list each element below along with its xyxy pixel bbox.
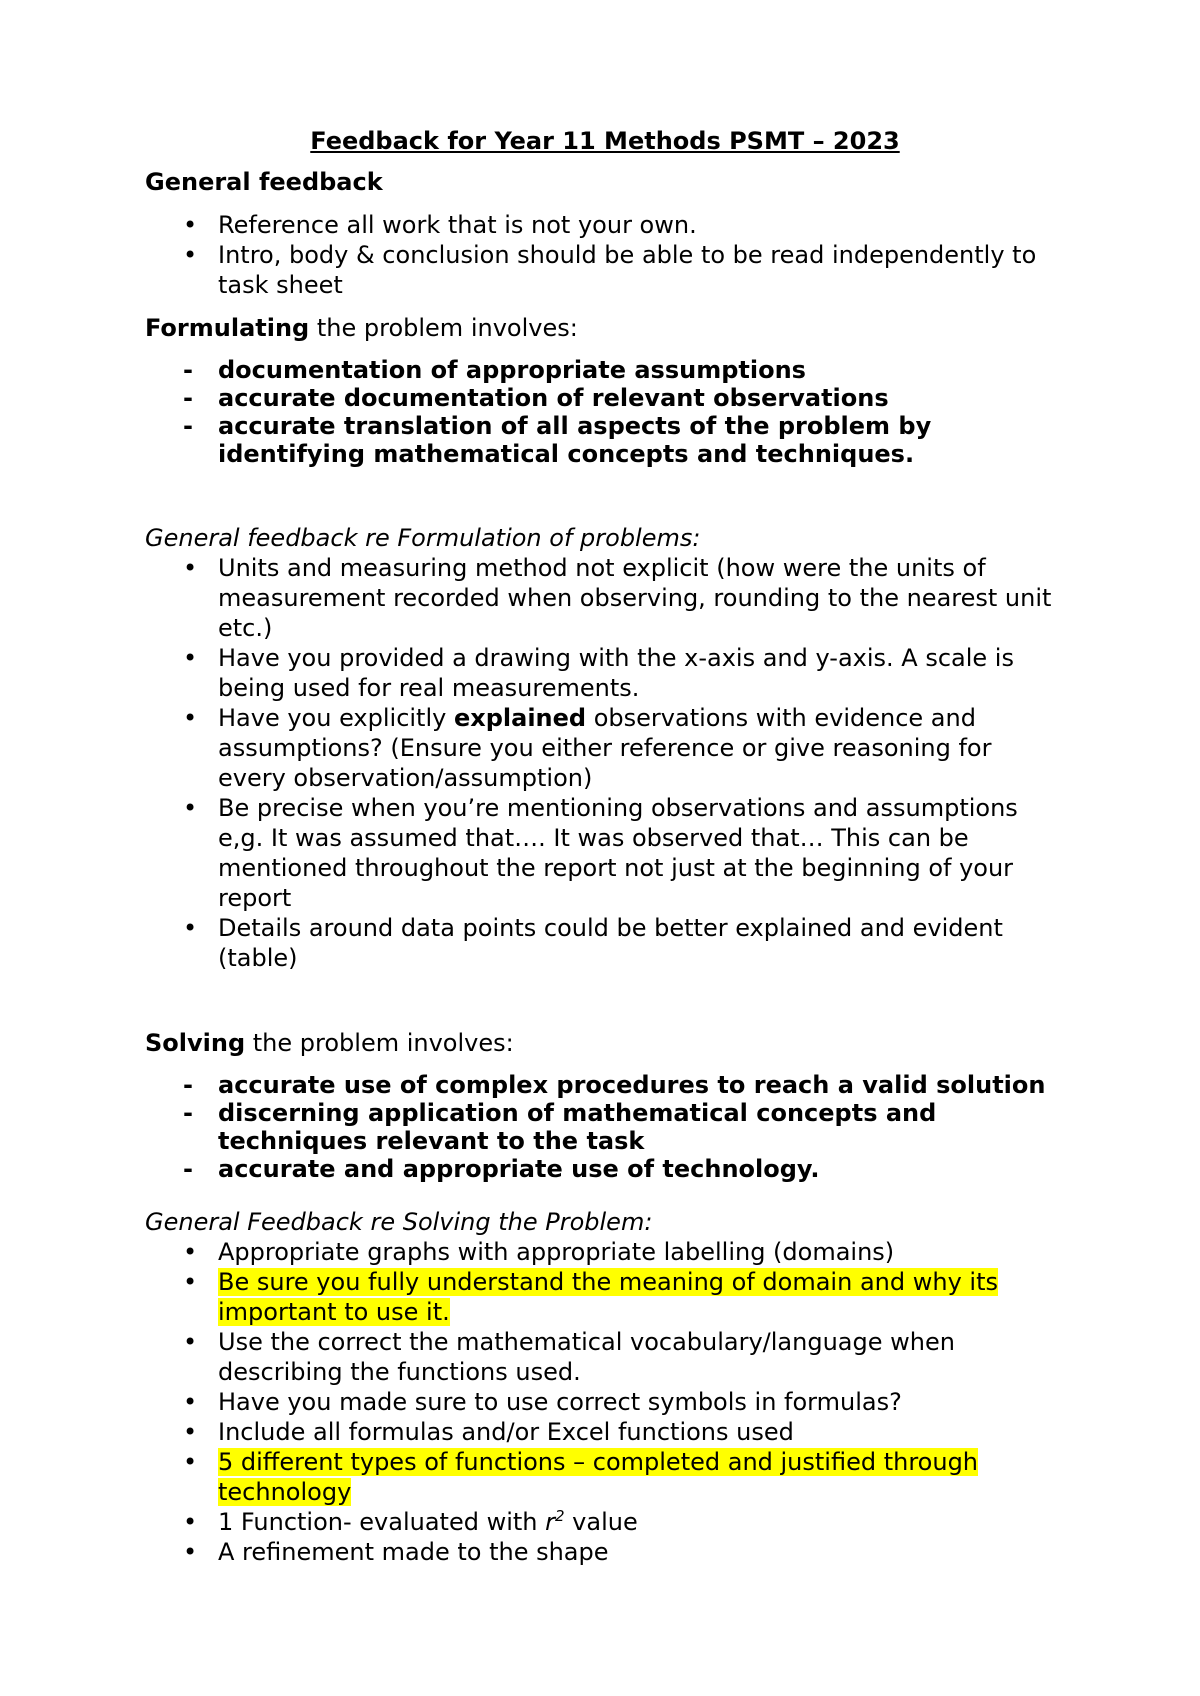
document-body bbox=[145, 126, 1065, 1567]
list-item: • A refinement made to the shape bbox=[145, 1537, 1065, 1567]
list-item: • Include all formulas and/or Excel functions used bbox=[145, 1417, 1065, 1447]
list-item: • Intro, body & conclusion should be able to be read independently to task sheet bbox=[145, 240, 1065, 300]
solving-intro bbox=[145, 1028, 1065, 1058]
general-feedback-heading: General feedback bbox=[145, 168, 383, 196]
highlighted-text: 5 different types of functions – completed and justified through technology bbox=[218, 1448, 979, 1506]
list-item: • Appropriate graphs with appropriate labelling (domains) bbox=[145, 1237, 1065, 1267]
page-title: Feedback for Year 11 Methods PSMT – 2023 bbox=[310, 127, 900, 155]
list-item-text: observations with evidence and assumptions? (Ensure you either reference or give reasoning for every observation/assumption) bbox=[218, 704, 992, 792]
r-squared-symbol: r bbox=[545, 1508, 555, 1536]
solving-criteria-list bbox=[145, 1071, 1065, 1183]
list-item bbox=[145, 1507, 1065, 1537]
solving-intro-text: the problem involves: bbox=[245, 1029, 514, 1057]
list-item: • Details around data points could be better explained and evident (table) bbox=[145, 913, 1065, 973]
list-item: - accurate documentation of relevant observations bbox=[145, 384, 1065, 412]
solving-keyword: Solving bbox=[145, 1029, 246, 1057]
list-item-text: value bbox=[564, 1508, 638, 1536]
formulation-feedback-heading: General feedback re Formulation of problems: bbox=[145, 524, 701, 552]
emphasis-text: explained bbox=[453, 704, 587, 732]
formulating-intro-text: the problem involves: bbox=[309, 314, 578, 342]
list-item bbox=[145, 703, 1065, 793]
list-item-highlighted bbox=[145, 1447, 1065, 1507]
superscript-two: 2 bbox=[555, 1507, 565, 1525]
list-item: • Reference all work that is not your own. bbox=[145, 210, 1065, 240]
formulation-feedback-list bbox=[145, 553, 1065, 973]
formulating-criteria-list bbox=[145, 356, 1065, 468]
general-feedback-list bbox=[145, 210, 1065, 300]
list-item: • Have you made sure to use correct symbols in formulas? bbox=[145, 1387, 1065, 1417]
list-item-highlighted bbox=[145, 1267, 1065, 1327]
solving-feedback-heading: General Feedback re Solving the Problem: bbox=[145, 1208, 653, 1236]
list-item: • Have you provided a drawing with the x-axis and y-axis. A scale is being used for real measurements. bbox=[145, 643, 1065, 703]
list-item: - accurate translation of all aspects of the problem by identifying mathematical concepts and techniques. bbox=[145, 412, 1065, 468]
list-item: - accurate use of complex procedures to reach a valid solution bbox=[145, 1071, 1065, 1099]
list-item-text: Have you explicitly bbox=[218, 704, 454, 732]
formulating-keyword: Formulating bbox=[145, 314, 310, 342]
list-item: • Units and measuring method not explicit (how were the units of measurement recorded when observing, rounding to the nearest unit etc.) bbox=[145, 553, 1065, 643]
list-item: • Use the correct the mathematical vocabulary/language when describing the functions used. bbox=[145, 1327, 1065, 1387]
list-item: - documentation of appropriate assumptions bbox=[145, 356, 1065, 384]
list-item: - accurate and appropriate use of technology. bbox=[145, 1155, 1065, 1183]
solving-feedback-list bbox=[145, 1237, 1065, 1567]
highlighted-text: Be sure you fully understand the meaning of domain and why its important to use it. bbox=[218, 1268, 998, 1326]
list-item: • Be precise when you’re mentioning observations and assumptions e,g. It was assumed that…. It was observed that… This can be mentioned throughout the report not just at the beginning of your report bbox=[145, 793, 1065, 913]
list-item: - discerning application of mathematical concepts and techniques relevant to the task bbox=[145, 1099, 1065, 1155]
list-item-text: 1 Function- evaluated with bbox=[218, 1508, 546, 1536]
formulating-intro bbox=[145, 313, 1065, 343]
